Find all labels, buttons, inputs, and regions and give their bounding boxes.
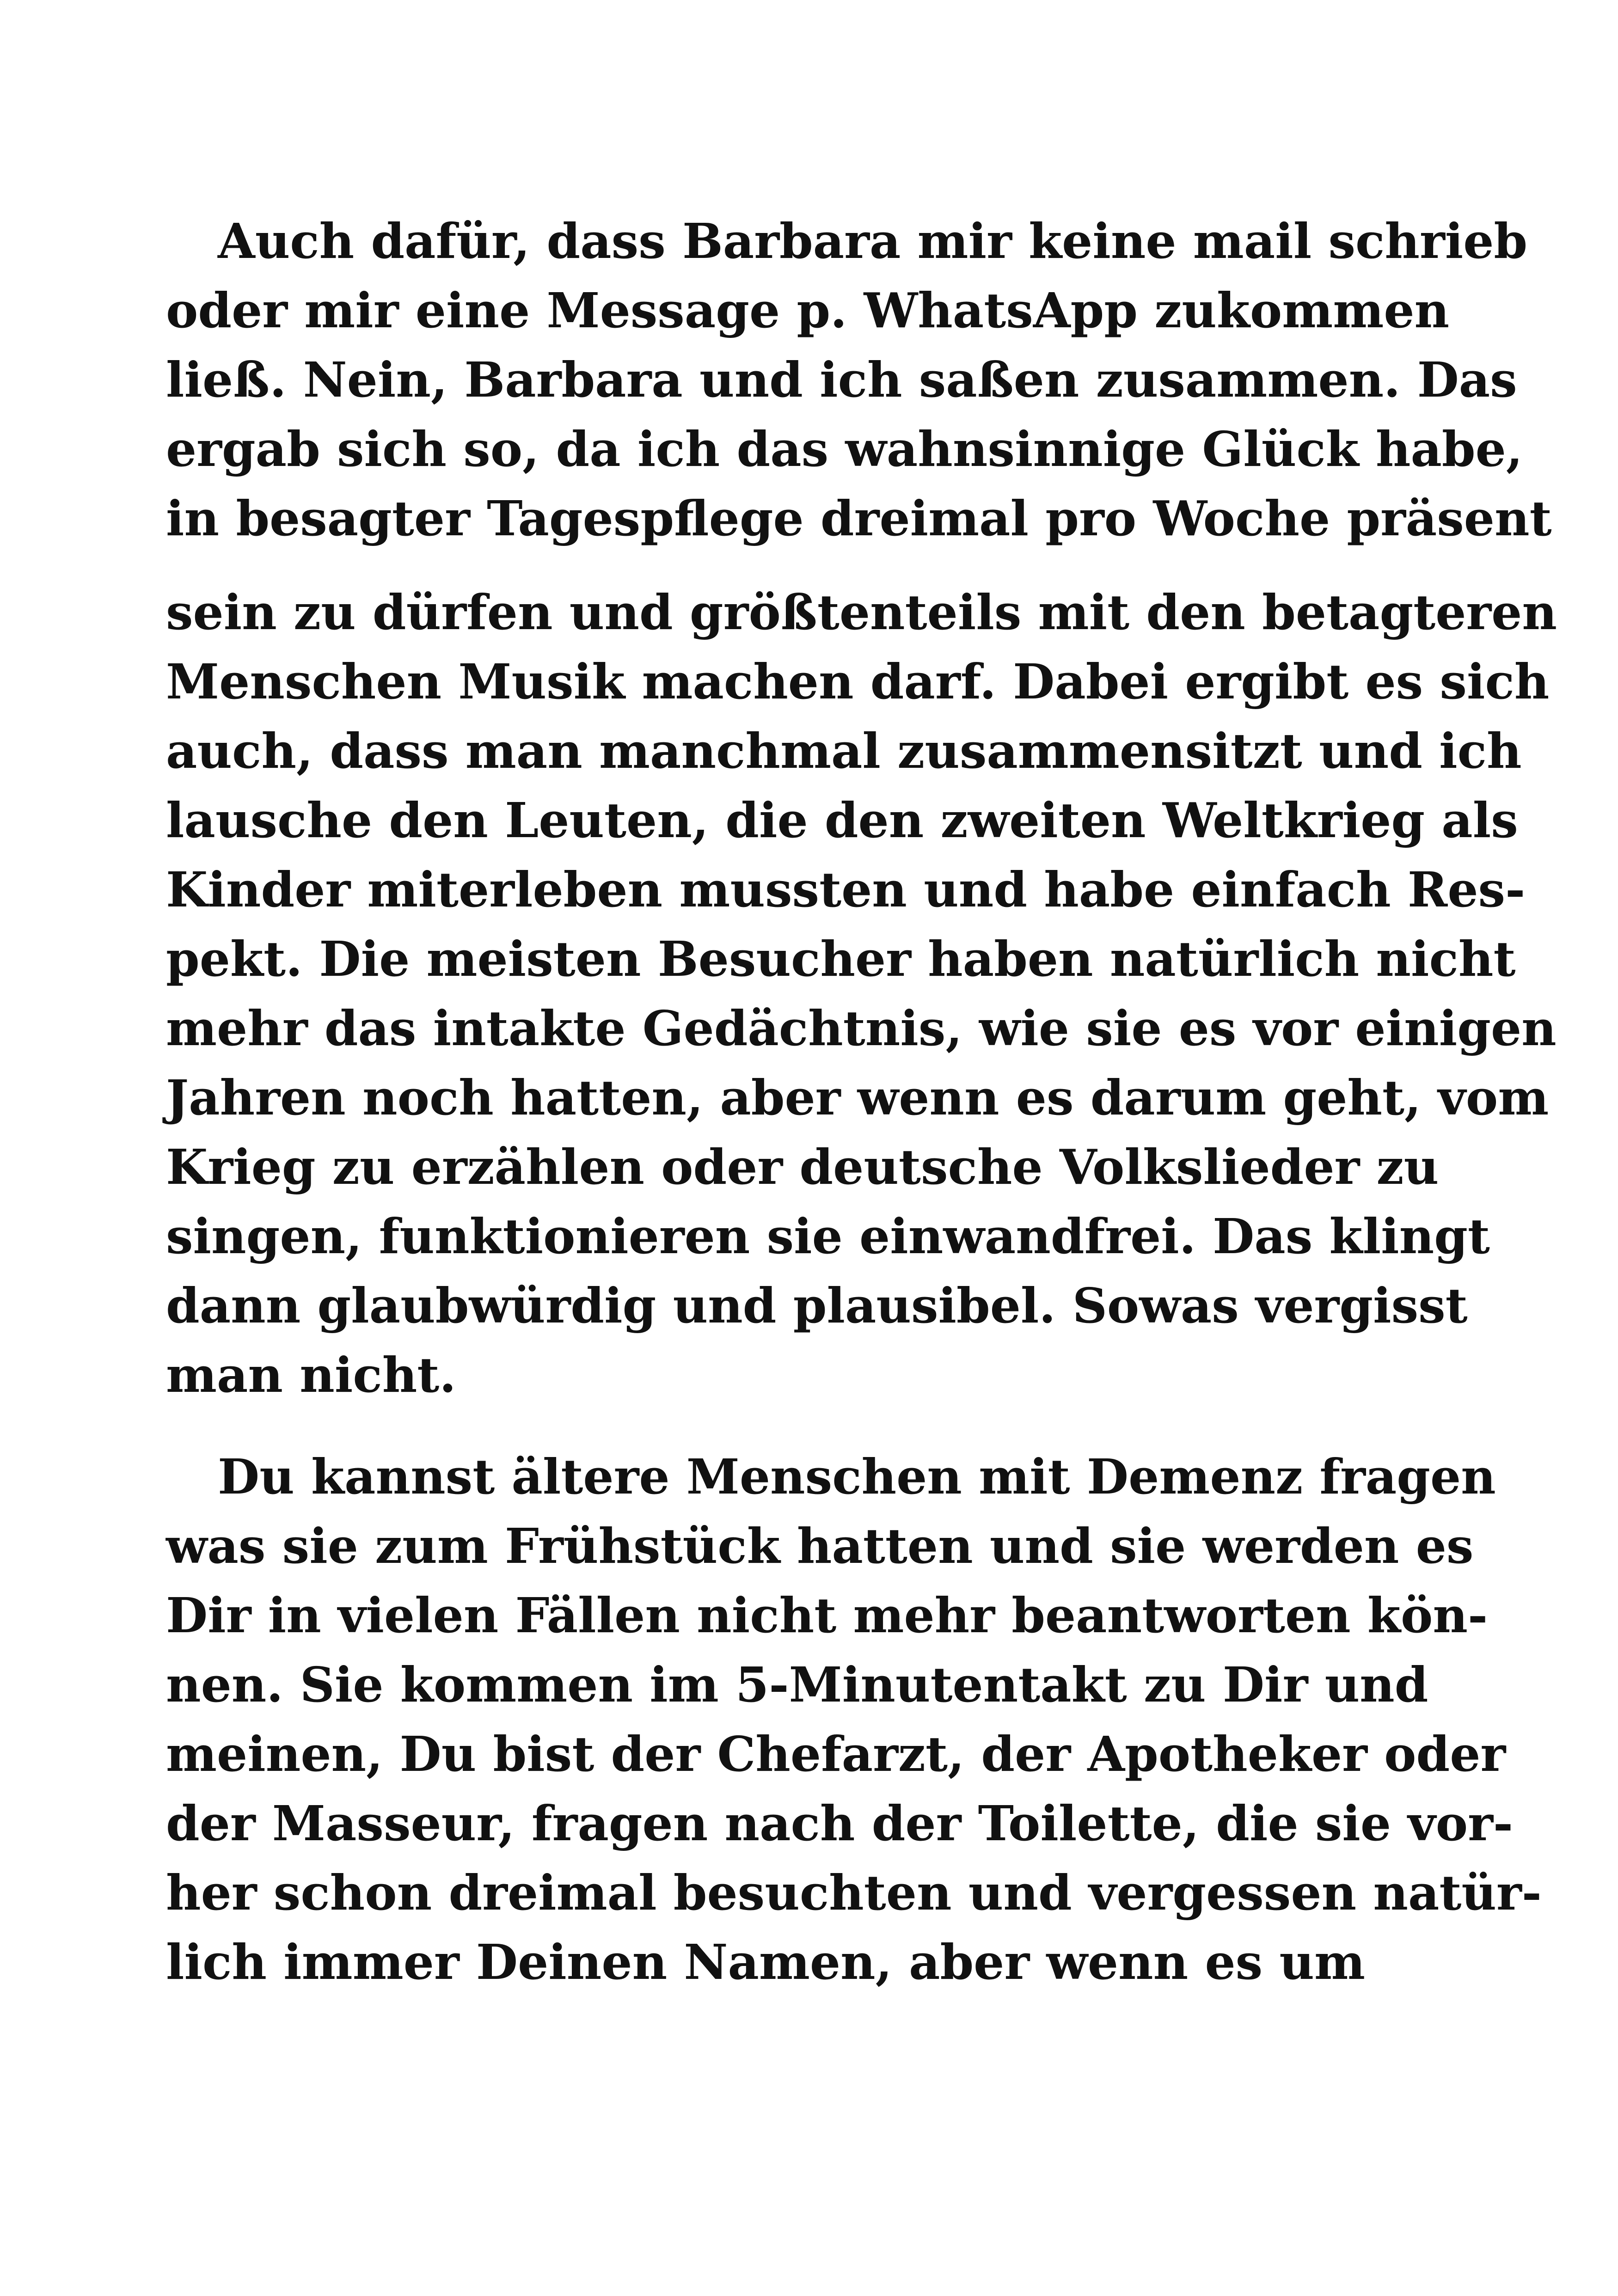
paragraph-line: meinen, Du bist der Chefarzt, der Apotheker oder <box>166 1726 1506 1782</box>
paragraph-line: oder mir eine Message p. WhatsApp zukommen <box>166 282 1450 339</box>
paragraph-line: Kinder miterleben mussten und habe einfach Res- <box>166 861 1526 918</box>
paragraph-line: ließ. Nein, Barbara und ich saßen zusammen. Das <box>166 351 1517 408</box>
paragraph-line: Krieg zu erzählen oder deutsche Volkslieder zu <box>166 1139 1439 1195</box>
paragraph-line: Menschen Musik machen darf. Dabei ergibt es sich <box>166 653 1550 710</box>
paragraph-1 <box>166 207 1552 553</box>
paragraph-line: in besagter Tagespflege dreimal pro Woche präsent <box>166 490 1552 547</box>
paragraph-line: ergab sich so, da ich das wahnsinnige Glück habe, <box>166 421 1523 478</box>
paragraph-line: der Masseur, fragen nach der Toilette, die sie vor- <box>166 1795 1514 1852</box>
paragraph-3 <box>166 1442 1542 1997</box>
paragraph-line: man nicht. <box>166 1347 456 1403</box>
paragraph-line: was sie zum Frühstück hatten und sie werden es <box>166 1518 1474 1574</box>
paragraph-line: nen. Sie kommen im 5-Minutentakt zu Dir und <box>166 1656 1428 1713</box>
paragraph-line: mehr das intakte Gedächtnis, wie sie es vor einigen <box>166 1000 1557 1057</box>
paragraph-line: dann glaubwürdig und plausibel. Sowas vergisst <box>166 1277 1468 1334</box>
paragraph-line: Auch dafür, dass Barbara mir keine mail schrieb <box>218 213 1528 269</box>
paragraph-line: auch, dass man manchmal zusammensitzt und ich <box>166 722 1522 779</box>
paragraph-line: pekt. Die meisten Besucher haben natürlich nicht <box>166 931 1516 987</box>
paragraph-line: Du kannst ältere Menschen mit Demenz fragen <box>218 1448 1496 1505</box>
paragraph-line: Jahren noch hatten, aber wenn es darum geht, vom <box>166 1069 1549 1126</box>
paragraph-line: singen, funktionieren sie einwandfrei. Das klingt <box>166 1208 1490 1265</box>
paragraph-line: Dir in vielen Fällen nicht mehr beantworten kön- <box>166 1587 1488 1644</box>
paragraph-line: lich immer Deinen Namen, aber wenn es um <box>166 1934 1366 1990</box>
paragraph-2 <box>166 578 1557 1410</box>
paragraph-line: her schon dreimal besuchten und vergessen natür- <box>166 1864 1542 1921</box>
paragraph-line: lausche den Leuten, die den zweiten Weltkrieg als <box>166 792 1518 849</box>
paragraph-line: sein zu dürfen und größtenteils mit den betagteren <box>166 584 1557 641</box>
